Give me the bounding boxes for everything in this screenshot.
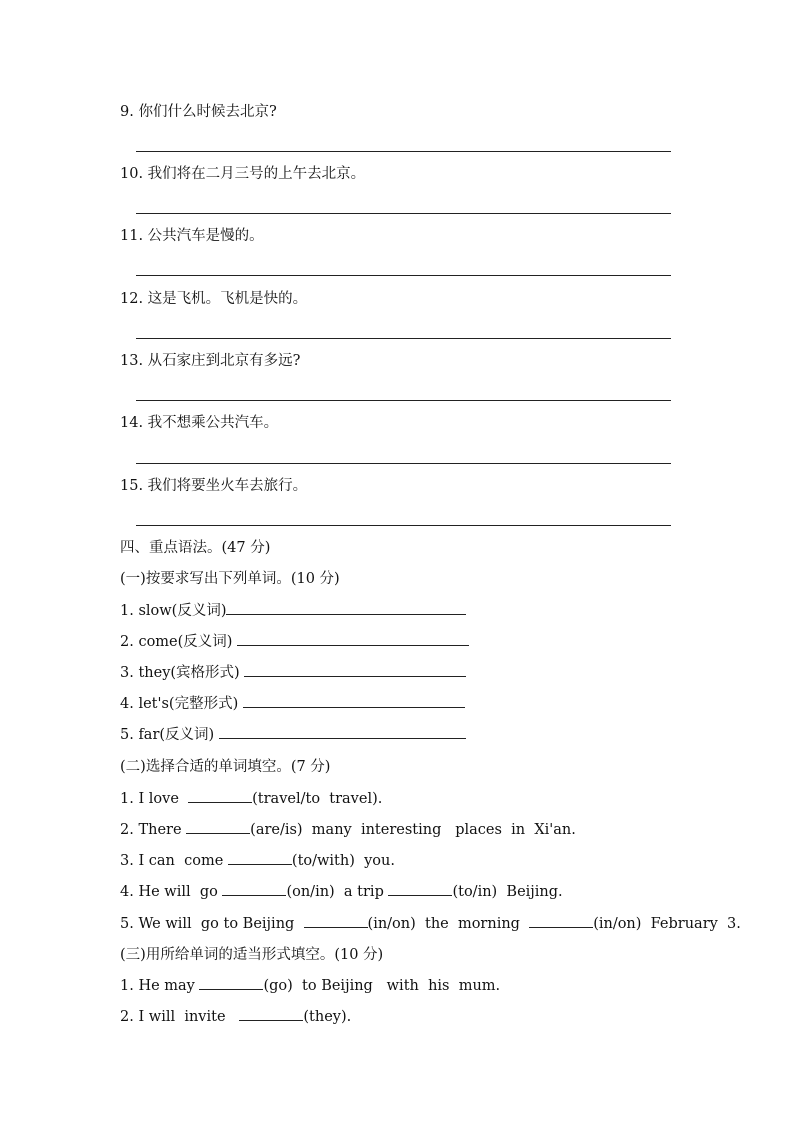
item-text: (in/on) the morning [367, 916, 530, 932]
answer-blank[interactable] [219, 726, 466, 739]
question-text: 公共汽车是慢的。 [147, 228, 264, 244]
item-text: 3. they(宾格形式) [120, 665, 245, 681]
answer-line-11[interactable] [136, 275, 671, 276]
answer-blank[interactable] [199, 977, 263, 990]
item-text: 3. I can come [120, 853, 228, 869]
question-number: 13. [120, 353, 144, 369]
item-text: (to/with) you. [291, 853, 395, 869]
question-13 [120, 352, 300, 370]
question-text: 我们将要坐火车去旅行。 [147, 478, 308, 494]
answer-blank[interactable] [304, 915, 368, 928]
answer-line-15[interactable] [136, 525, 671, 526]
item-text: 5. We will go to Beijing [120, 916, 304, 932]
question-text: 你们什么时候去北京? [138, 104, 277, 120]
item-text: (they). [303, 1009, 352, 1025]
item-text: 2. come(反义词) [120, 634, 238, 650]
fill-item-2 [120, 821, 576, 839]
fill-item-4 [120, 883, 563, 901]
answer-line-14[interactable] [136, 463, 671, 464]
item-text: 4. let's(完整形式) [120, 696, 243, 712]
answer-blank[interactable] [244, 664, 466, 677]
section-title: 四、重点语法。(47 分) [120, 540, 271, 556]
answer-blank[interactable] [388, 883, 452, 896]
question-12 [120, 290, 307, 308]
answer-line-12[interactable] [136, 338, 671, 339]
answer-blank[interactable] [239, 1008, 303, 1021]
question-10 [120, 165, 365, 183]
item-text: (in/on) February 3. [593, 916, 741, 932]
question-number: 14. [120, 415, 144, 431]
item-text: 4. He will go [120, 884, 223, 900]
question-number: 12. [120, 291, 144, 307]
answer-blank[interactable] [529, 915, 593, 928]
item-text: 2. There [120, 822, 187, 838]
question-number: 11. [120, 228, 144, 244]
question-9 [120, 103, 277, 121]
question-number: 9. [120, 104, 134, 120]
item-text: (on/in) a trip [286, 884, 389, 900]
item-text: 5. far(反义词) [120, 727, 219, 743]
answer-blank[interactable] [188, 790, 252, 803]
answer-blank[interactable] [226, 602, 466, 615]
item-text: (are/is) many interesting places in Xi'an. [250, 822, 576, 838]
part-title: (二)选择合适的单词填空。(7 分) [120, 759, 331, 775]
answer-blank[interactable] [186, 821, 250, 834]
part-title: (一)按要求写出下列单词。(10 分) [120, 571, 340, 587]
answer-line-9[interactable] [136, 151, 671, 152]
word-item-4 [120, 695, 465, 713]
question-text: 这是飞机。飞机是快的。 [147, 291, 308, 307]
answer-blank[interactable] [222, 883, 286, 896]
question-text: 我不想乘公共汽车。 [147, 415, 279, 431]
fill-item-3 [120, 852, 395, 870]
word-item-3 [120, 664, 466, 682]
form-item-2 [120, 1008, 351, 1026]
fill-item-5 [120, 915, 741, 933]
answer-blank[interactable] [237, 633, 469, 646]
question-11 [120, 227, 264, 245]
question-number: 10. [120, 166, 144, 182]
form-item-1 [120, 977, 500, 995]
answer-line-10[interactable] [136, 213, 671, 214]
question-text: 从石家庄到北京有多远? [147, 353, 301, 369]
item-text: (travel/to travel). [252, 791, 383, 807]
word-item-1 [120, 602, 466, 620]
word-item-5 [120, 726, 466, 744]
item-text: (to/in) Beijing. [452, 884, 563, 900]
fill-item-1 [120, 790, 382, 808]
answer-line-13[interactable] [136, 400, 671, 401]
answer-blank[interactable] [228, 852, 292, 865]
answer-blank[interactable] [243, 695, 465, 708]
question-number: 15. [120, 478, 144, 494]
item-text: 1. He may [120, 978, 200, 994]
item-text: 1. I love [120, 791, 189, 807]
item-text: 1. slow(反义词) [120, 603, 227, 619]
word-item-2 [120, 633, 469, 651]
item-text: 2. I will invite [120, 1009, 240, 1025]
item-text: (go) to Beijing with his mum. [263, 978, 501, 994]
question-15 [120, 477, 307, 495]
question-text: 我们将在二月三号的上午去北京。 [147, 166, 366, 182]
part-title: (三)用所给单词的适当形式填空。(10 分) [120, 947, 384, 963]
question-14 [120, 414, 278, 432]
